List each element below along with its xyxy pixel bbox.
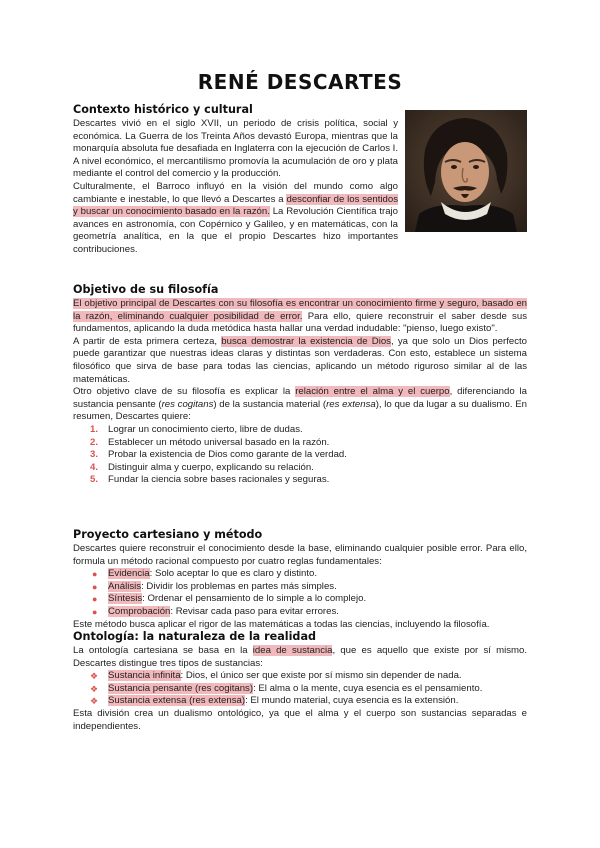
section-heading: Proyecto cartesiano y método [73,528,263,541]
list-item-text: Lograr un conocimiento cierto, libre de dudas. [108,423,303,435]
list-number: 3. [90,449,99,461]
highlighted-term: Análisis [108,580,142,592]
list-item-text: : El alma o la mente, cuya esencia es el pensamiento. [253,682,483,694]
highlighted-term: Comprobación [108,605,171,617]
highlighted-term: Sustancia extensa (res extensa) [108,695,246,707]
text: ), lo que da lugar a su dualismo. En resumen, Descartes quiere: [73,398,527,423]
list-item [90,581,527,594]
highlighted-term: Sustancia infinita [108,670,181,682]
list-item [90,462,527,475]
highlighted-text: relación entre el alma y el cuerpo [295,386,450,398]
text: La ontología cartesiana se basa en la [73,645,253,656]
list-item-text: : Solo aceptar lo que es claro y distinto. [149,568,318,580]
list-item-text: : Revisar cada paso para evitar errores. [170,605,339,617]
text: Culturalmente, el Barroco influyó en la visión del mundo como algo cambiante e inestable, lo que llevó a Descartes a [73,180,398,205]
list-item-text: Fundar la ciencia sobre bases racionales y seguras. [108,474,330,486]
list-number: 4. [90,461,99,473]
highlighted-text: busca demostrar la existencia de Dios [221,335,391,347]
list-number: 1. [90,423,99,435]
section-ontologia [73,630,527,733]
list-item [90,683,527,696]
text: Otro objetivo clave de su filosofía es explicar la [73,386,296,398]
list-item-text: : Ordenar el pensamiento de lo simple a lo complejo. [142,593,367,605]
highlighted-term: Síntesis [108,593,143,605]
portrait-image [405,110,527,232]
text: , que es aquello que existe por sí mismo. Descartes distingue tres tipos de sustancias: [73,645,527,669]
section-objetivo [73,283,527,487]
list-item-text: : Dividir los problemas en partes más simples. [141,580,337,592]
paragraph: Este método busca aplicar el rigor de las matemáticas a todas las ciencias, incluyendo la filosofía. [73,618,490,630]
section-heading: Ontología: la naturaleza de la realidad [73,630,317,643]
list-item [90,670,527,683]
section-proyecto [73,528,527,631]
numbered-list [90,424,527,487]
paragraph [73,386,527,424]
list-item [90,437,527,450]
paragraph [73,298,527,336]
list-item-text: Establecer un método universal basado en la razón. [108,436,330,448]
highlighted-text: idea de sustancia [252,645,333,656]
diamond-list [90,670,527,708]
highlighted-text: desconfiar de los sentidos y buscar un conocimiento basado en la razón. [73,193,398,218]
text: La Revolución Científica trajo avances en astronomía, con Copérnico y Galileo, y en matemáticas, con la geometría analítica, en la que el propio Descartes hizo importantes contribuciones. [73,206,398,255]
list-item-text: Probar la existencia de Dios como garante de la verdad. [108,449,347,461]
dot-icon: ● [92,594,98,605]
list-item [90,568,527,581]
list-item-text: Distinguir alma y cuerpo, explicando su relación. [108,461,314,473]
paragraph: Descartes vivió en el siglo XVII, un periodo de crisis política, social y económica. La Guerra de los Treinta Años devastó Europa, mientras que la monarquía absoluta fue desafiada en Inglaterra con la ejecución de Carlos I. A nivel económico, el mercantilismo promovía la acumulación de oro y plata mediante el control del comercio y la producción. [73,118,398,180]
list-item [90,593,527,606]
list-item-text: : Dios, el único ser que existe por sí mismo sin depender de nada. [180,670,462,682]
bullet-list [90,568,527,618]
highlighted-term: Sustancia pensante (res cogitans) [108,682,254,694]
dot-icon: ● [92,581,98,592]
list-item [90,474,527,487]
dot-icon: ● [92,606,98,617]
text: , ya que solo un Dios perfecto puede garantizar que nuestras ideas claras y distintas son verdaderas. Con esto, establece un sistema filosófico que sirva de base para todas las ciencias, aplicando un método riguroso similar al de las matemáticas. [73,335,528,385]
portrait-graphic [405,110,527,232]
text: A partir de esta primera certeza, [73,335,222,347]
dot-icon: ● [92,569,98,580]
list-item [90,424,527,437]
diamond-icon: ❖ [90,683,99,694]
list-item [90,695,527,708]
highlighted-text: El objetivo principal de Descartes con su filosofía es encontrar un conocimiento firme y seguro, basado en la razón, eliminando cualquier posibilidad de error. [73,298,527,322]
diamond-icon: ❖ [90,671,99,682]
section-body [73,118,398,257]
paragraph [73,181,398,257]
text: ) de la sustancia material ( [213,398,327,410]
highlighted-term: Evidencia [108,568,150,580]
diamond-icon: ❖ [90,696,99,707]
page-title: RENÉ DESCARTES [197,70,403,94]
paragraph: Esta división crea un dualismo ontológico, ya que el alma y el cuerpo son sustancias separadas e independientes. [73,707,527,732]
paragraph: Descartes quiere reconstruir el conocimiento desde la base, eliminando cualquier posible error. Para ello, formula un método racional compuesto por cuatro reglas fundamentales: [73,543,527,567]
list-item [90,449,527,462]
paragraph [73,336,527,386]
list-number: 5. [90,474,99,486]
section-heading: Objetivo de su filosofía [73,283,219,296]
list-item [90,606,527,619]
text: , diferenciando la sustancia pensante ( [73,386,527,410]
italic-term: res cogitans [161,398,214,410]
section-heading: Contexto histórico y cultural [73,103,253,116]
list-number: 2. [90,436,99,448]
text: Para ello, quiere reconstruir el saber desde sus fundamentos, aplicando la duda metódica hasta hallar una verdad indudable: "pienso, luego existo". [73,310,527,335]
list-item-text: : El mundo material, cuya esencia es la extensión. [245,695,459,707]
italic-term: res extensa [326,398,376,410]
paragraph [73,645,527,670]
